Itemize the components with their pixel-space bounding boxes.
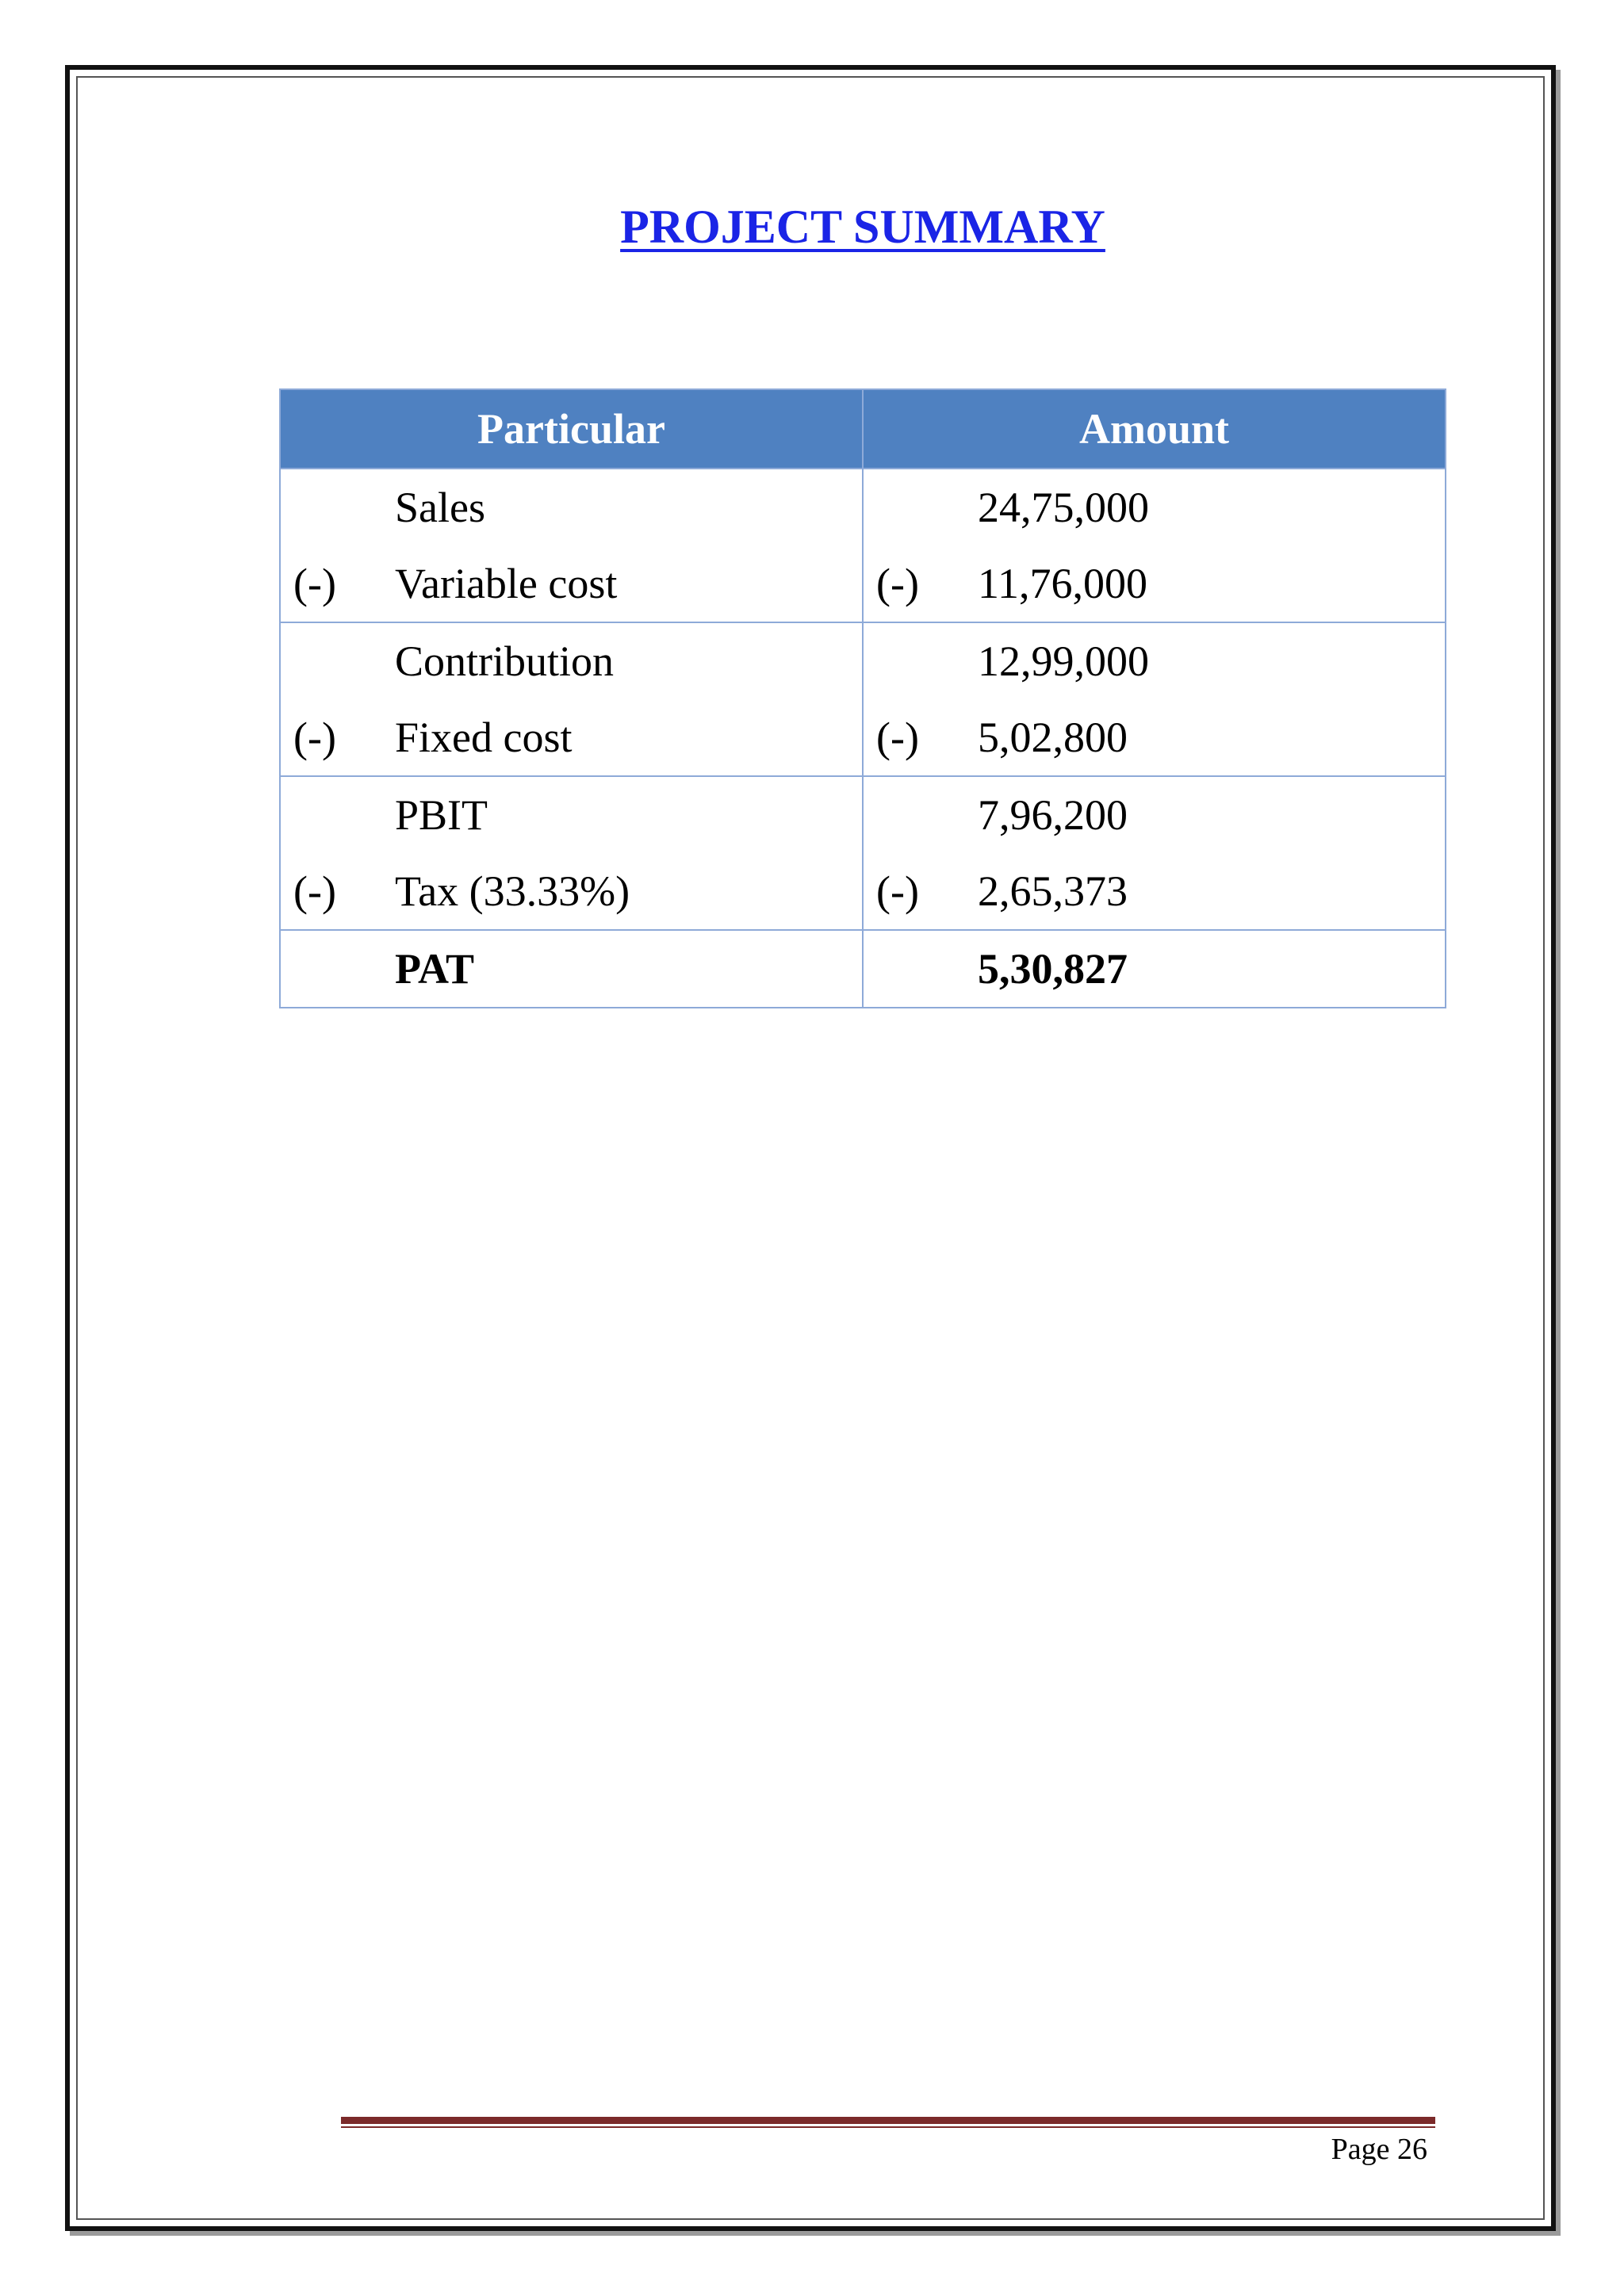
line-contribution-amount: [864, 623, 1445, 699]
header-amount: Amount: [863, 389, 1446, 469]
sign-label: (-): [293, 714, 336, 761]
table-row: [280, 469, 1446, 622]
amount-value: 5,02,800: [978, 714, 1128, 761]
line-pat-amount: [864, 931, 1445, 1007]
particular-label: Sales: [395, 484, 485, 531]
particular-cell: [280, 930, 863, 1008]
particular-label: Contribution: [395, 637, 615, 685]
line-sales: [281, 469, 862, 545]
amount-cell: [863, 622, 1446, 776]
line-fixed-cost: [281, 699, 862, 775]
amount-cell: [863, 930, 1446, 1008]
amount-value: 2,65,373: [978, 867, 1128, 915]
page-title: PROJECT SUMMARY: [620, 201, 1105, 253]
sign-label: (-): [876, 867, 919, 915]
sign-label: (-): [293, 867, 336, 915]
header-particular: Particular: [280, 389, 863, 469]
line-pbit: [281, 777, 862, 853]
particular-cell: [280, 776, 863, 930]
amount-value: 24,75,000: [978, 484, 1149, 531]
project-summary-table: [279, 388, 1446, 1008]
amount-value: 5,30,827: [978, 945, 1128, 993]
particular-label: PBIT: [395, 791, 488, 839]
amount-value: 11,76,000: [978, 560, 1147, 607]
line-tax-amount: [864, 853, 1445, 929]
amount-cell: [863, 469, 1446, 622]
amount-value: 7,96,200: [978, 791, 1128, 839]
table-header-row: [280, 389, 1446, 469]
table-row: [280, 776, 1446, 930]
footer-rule: [341, 2117, 1435, 2128]
line-variable-cost-amount: [864, 545, 1445, 622]
amount-value: 12,99,000: [978, 637, 1149, 685]
page-number: Page 26: [1331, 2133, 1427, 2166]
sign-label: (-): [293, 560, 336, 607]
particular-cell: [280, 622, 863, 776]
table-row: [280, 622, 1446, 776]
particular-label: Fixed cost: [395, 714, 573, 761]
table-row-total: [280, 930, 1446, 1008]
line-variable-cost: [281, 545, 862, 622]
line-tax: [281, 853, 862, 929]
particular-label: PAT: [395, 945, 474, 993]
particular-label: Tax (33.33%): [395, 867, 630, 915]
particular-label: Variable cost: [395, 560, 618, 607]
sign-label: (-): [876, 560, 919, 607]
line-sales-amount: [864, 469, 1445, 545]
particular-cell: [280, 469, 863, 622]
line-fixed-cost-amount: [864, 699, 1445, 775]
line-contribution: [281, 623, 862, 699]
sign-label: (-): [876, 714, 919, 761]
line-pbit-amount: [864, 777, 1445, 853]
amount-cell: [863, 776, 1446, 930]
line-pat: [281, 931, 862, 1007]
